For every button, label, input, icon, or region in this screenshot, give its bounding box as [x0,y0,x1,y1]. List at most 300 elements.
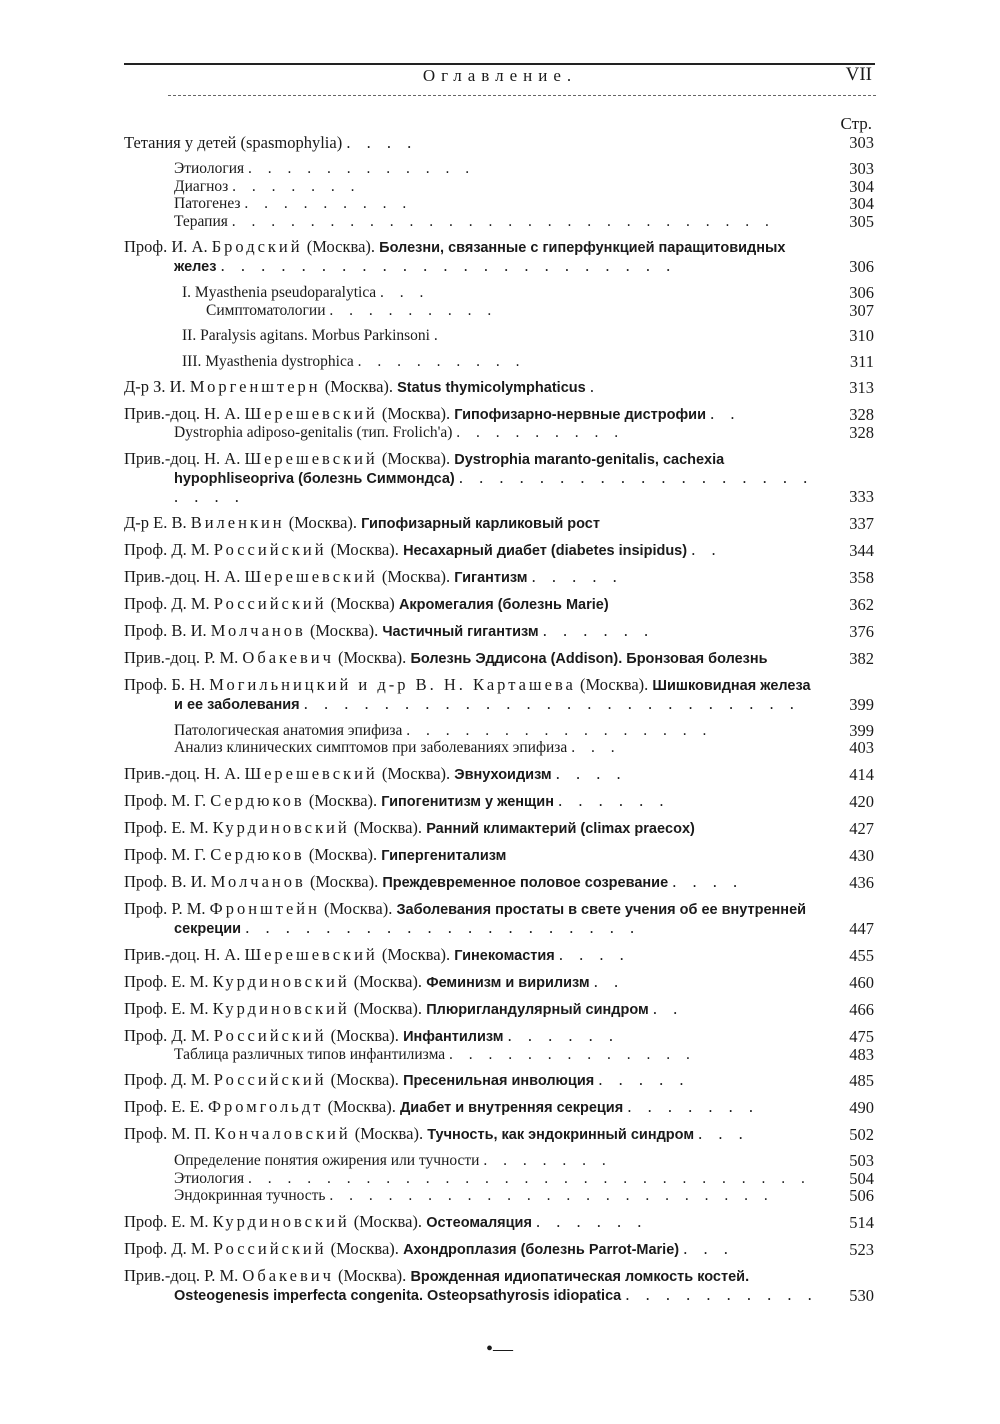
leader-dots: . . . . . . . . . . . . . . . . . . . . [245,917,641,937]
entry-title: Ахондроплазия (болезнь Parrot-Marie) [403,1241,680,1258]
page-number: 310 [849,326,874,345]
entry-title: Частичный гигантизм [382,623,539,640]
page-number: 503 [849,1151,874,1170]
leader-dots: . . . . . . [536,1211,648,1231]
entry-title: Тетания у детей (spasmophylia) [124,133,343,152]
author-prefix: Проф. Е. М. [124,1211,209,1231]
author-name: Шерешевский [244,944,378,964]
author-name: Фромгольдт [208,1097,324,1116]
toc-subentry [124,178,874,196]
leader-dots: . . . . [672,871,744,891]
entry-title: Этиология [174,160,245,177]
leader-dots: . . . . . . [542,620,655,640]
toc-entry [124,1213,874,1232]
entry-title: Таблица различных типов инфантилизма [174,1045,446,1063]
toc-entry [124,238,874,276]
author-prefix: Прив.-доц. Н. А. [124,944,241,964]
page-number: 436 [849,872,874,892]
leader-dots: . . . [683,1238,734,1258]
page-number: 475 [849,1026,874,1046]
entry-title: Врожденная идиопатическая ломкость костей. Osteogenesis imperfecta congenita. Osteopsathyrosis idiopatica [174,1268,750,1304]
author-prefix: Прив.-доц. Н. А. [124,404,241,423]
page-number: 490 [849,1098,874,1117]
page-number: 311 [849,351,874,371]
entry-title: Диабет и внутренняя секреция [399,1100,624,1116]
author-city: (Москва). [327,1097,396,1116]
toc-entry [124,595,874,614]
author-prefix: Проф. Р. М. [124,898,206,918]
author-city: (Москва). [579,674,649,694]
toc-entry [124,405,874,424]
toc-entry-text [124,595,874,614]
entry-title: Инфантилизм [403,1028,504,1045]
toc-subentry [124,722,874,740]
author-prefix: Проф. М. Г. [124,790,207,810]
author-city: (Москва). [308,844,378,864]
leader-dots: . . . . . . . . . . . . . . . . [406,721,713,739]
author-prefix: Проф. Е. Е. [124,1097,204,1116]
entry-title: Несахарный диабет (diabetes insipidus) [403,542,688,559]
toc-entry-text [124,178,874,196]
spacer [124,345,874,353]
leader-dots: . . . . . . [507,1025,619,1045]
author-prefix: Проф. Д. М. [124,1238,210,1258]
toc-entry [124,846,874,865]
author-city: (Москва). [354,1124,424,1143]
toc-entry-text [124,739,874,757]
toc-entry-text [124,195,874,213]
leader-dots: . . [652,998,684,1018]
page-number: 362 [849,594,874,614]
author-prefix: Прив.-доц. Н. А. [124,448,241,468]
page-number: 382 [849,648,874,668]
entry-title: Патологическая анатомия эпифиза [174,721,403,739]
entry-title: Ранний климактерий (climax praecox) [426,820,695,837]
page-number: 460 [849,972,874,992]
author-city: (Москва). [330,1025,399,1045]
top-rule [124,63,875,65]
toc-entry [124,765,874,784]
entry-title: Гипофизарный карликовый рост [361,515,600,532]
page-number: 466 [849,999,874,1019]
author-name: Шерешевский [244,404,378,423]
author-name: Российский [213,1238,327,1258]
entry-title: Заболевания простаты в свете учения об ее внутренней секреции [174,901,807,937]
toc-entry-text [124,1071,874,1090]
toc-subentry [124,739,874,757]
toc-entry [124,1000,874,1019]
author-prefix: Проф. Д. М. [124,1070,210,1089]
toc-entry-text [124,649,874,668]
entry-title: Шишковидная железа и ее заболевания [174,677,811,713]
page-number: 485 [849,1071,874,1090]
page-number: 502 [849,1125,874,1144]
entry-title: Симптоматологии [206,301,326,319]
author-name: Российский [213,539,327,559]
author-name: Шерешевский [244,566,378,586]
entry-title: II. Paralysis agitans. Morbus Parkinsoni [182,327,430,344]
entry-title: Патогенез [174,195,241,212]
leader-dots: . . [691,539,722,559]
page-number: 514 [849,1212,874,1232]
toc-subentry [124,327,874,345]
leader-dots: . . . . . . . . . [456,424,625,441]
author-name: Российский [213,1070,327,1089]
page-number: 523 [849,1239,874,1259]
author-city: (Москва). [288,512,358,532]
entry-title: Анализ клинических симптомов при заболеваниях эпифиза [174,739,568,756]
author-prefix: Проф. М. П. [124,1124,211,1143]
page-number: 306 [849,283,874,302]
toc-entry [124,873,874,892]
leader-dots: . . . . . . . . . . . . [248,160,476,177]
toc-entry-text [124,1240,874,1259]
page-number: 337 [849,513,874,533]
leader-dots: . . . . . . . . . [357,352,526,370]
entry-title: Этиология [174,1169,245,1187]
toc-entry [124,1098,874,1117]
entry-title: Плюригландулярный синдром [426,1001,649,1018]
entry-title: III. Myasthenia dystrophica [182,352,354,370]
author-prefix: Проф. М. Г. [124,844,207,864]
toc-subentry [124,195,874,213]
toc-entry-text [124,1125,874,1144]
author-prefix: Проф. Д. М. [124,593,210,613]
entry-title: Акромегалия (болезнь Marie) [398,596,609,613]
toc-entry [124,1125,874,1144]
page-column-label: Стр. [840,114,872,133]
toc-entry-text [124,238,874,276]
author-name: Бродский [211,237,303,256]
leader-dots: . . . [380,284,430,301]
author-prefix: Д-р З. И. [124,377,186,396]
leader-dots: . . . . . . . . . . [625,1284,818,1304]
author-name: Моргенштерн [189,377,321,396]
toc-entry-text [124,846,874,865]
toc-entry [124,676,874,714]
toc-entry [124,649,874,668]
leader-dots: . . . [698,1124,749,1143]
toc-entry-text [124,424,874,442]
toc-entry-text [124,302,874,320]
author-prefix: Прив.-доц. Р. М. [124,647,239,667]
author-city: (Москва). [353,998,423,1018]
leader-dots: . . . . . . . . . . . . . . . . . . . . . . . [220,256,677,275]
author-city: (Москва). [330,539,399,559]
entry-title: Эндокринная тучность [174,1187,326,1204]
toc-entry [124,1240,874,1259]
author-name: Курдиновский [212,817,350,837]
leader-dots: . . . [571,739,621,756]
toc-entry [124,946,874,965]
author-name: Виленкин [190,512,285,532]
author-city: (Москва). [306,237,376,256]
page-number: 358 [849,567,874,587]
author-city: (Москва). [381,404,451,423]
page-number: 376 [849,621,874,641]
toc-entry-text [124,946,874,965]
leader-dots: . . . . . . . [627,1097,759,1116]
leader-dots: . . . . [346,133,418,152]
leader-dots: . . . . . . . . . [329,301,498,319]
leader-dots: . . . . . [598,1070,690,1089]
toc-entry [124,792,874,811]
toc-entry-text [124,160,874,178]
toc-entry-text [124,873,874,892]
toc-entry [124,1071,874,1090]
page-number: 447 [849,918,874,938]
author-prefix: Проф. Д. М. [124,1025,210,1045]
header-page-number: VII [845,64,872,85]
toc-entry [124,819,874,838]
author-prefix: Проф. В. И. [124,620,207,640]
page-number: 304 [849,194,874,213]
author-name: Обакевич [242,1265,334,1285]
table-of-contents [124,134,874,1313]
page-number: 427 [849,818,874,838]
toc-entry-text [124,450,874,506]
entry-title: Гипофизарно-нервные дистрофии [454,407,706,423]
entry-title: Определение понятия ожирения или тучности [174,1152,480,1169]
author-city: (Москва). [381,566,451,586]
author-name: Курдиновский [212,998,350,1018]
author-name: Шерешевский [244,448,378,468]
page-number: 506 [849,1186,874,1205]
toc-entry [124,541,874,560]
toc-entry-text [124,792,874,811]
toc-entry [124,973,874,992]
author-name: Обакевич [242,647,334,667]
entry-title: Преждевременное половое созревание [382,874,669,891]
toc-entry [124,622,874,641]
leader-dots: . . [593,971,625,991]
page-number: 333 [849,486,874,506]
footer-mark: •— [486,1338,514,1360]
toc-entry-text [124,1213,874,1232]
toc-subentry [124,302,874,320]
entry-title: Болезнь Эддисона (Addison). Бронзовая болезнь [410,650,768,667]
page-number: 305 [849,211,874,231]
entry-title: I. Myasthenia pseudoparalytica [182,284,377,301]
page-number: 455 [849,945,874,965]
leader-dots: . . . . . . . . . . . . . . . . . . . . . . [174,467,814,506]
leader-dots: . . . . . . [558,790,670,810]
toc-entry [124,514,874,533]
author-name: Фронштейн [209,898,320,918]
toc-entry-text [124,134,874,152]
entry-title: Пресенильная инволюция [403,1073,595,1089]
toc-entry-text [124,1027,874,1046]
toc-entry-text [124,1267,874,1305]
author-city: (Москва). [353,817,423,837]
toc-entry-text [124,1152,874,1170]
toc-subentry [124,1152,874,1170]
page-number: 328 [849,423,874,442]
author-city: (Москва). [330,1070,399,1089]
toc-entry-text [124,541,874,560]
toc-subentry [124,1170,874,1188]
leader-dots: . [589,377,600,396]
page-number: 303 [849,133,874,152]
page-number: 399 [849,694,874,714]
leader-dots: . . . . . . . [232,177,361,195]
leader-dots: . . . . [555,763,627,783]
toc-entry-text [124,1170,874,1188]
entry-title: Гипогенитизм у женщин [381,793,554,810]
author-city: (Москва). [330,1238,399,1258]
author-name: Сердюков [210,790,305,810]
leader-dots: . . . . . . . . . [244,195,413,212]
toc-entry [124,1267,874,1305]
toc-entry [124,568,874,587]
entry-title: Dystrophia maranto-genitalis, cachexia hypophliseopriva (болезнь Симмондса) [174,451,725,487]
author-prefix: Проф. Е. М. [124,971,209,991]
page-number: 306 [849,257,874,276]
entry-title: Гипергенитализм [381,847,507,864]
leader-dots: . . . . . . . . . . . . . . . . . . . . . . . [329,1187,774,1204]
author-city: (Москва) [330,593,395,613]
toc-subentry [124,284,874,302]
author-city: (Москва). [381,944,451,964]
toc-entry-text [124,568,874,587]
spacer [124,319,874,327]
toc-entry-text [124,284,874,302]
toc-entry [124,378,874,397]
toc-subentry [124,1046,874,1064]
toc-entry-text [124,819,874,838]
leader-dots: . . . . . . . [483,1152,612,1169]
toc-entry-text [124,405,874,424]
leader-dots: . [433,327,444,344]
author-city: (Москва). [353,1211,423,1231]
author-prefix: Прив.-доц. Н. А. [124,763,241,783]
entry-title: Остеомаляция [426,1214,532,1231]
toc-entry-text [124,353,874,371]
entry-title: Эвнухоидизм [454,766,552,783]
leader-dots: . . . . . [531,566,623,586]
author-name: Российский [213,1025,327,1045]
author-city: (Москва). [338,1265,407,1285]
author-city: (Москва). [353,971,423,991]
author-prefix: Проф. Б. Н. [124,674,206,694]
author-city: (Москва). [309,871,379,891]
page-number: 313 [849,378,874,397]
leader-dots: . . . . . . . . . . . . . . . . . . . . . . . . . . . . [231,212,775,230]
page-number: 303 [849,159,874,178]
toc-subentry [124,160,874,178]
author-name: Могильницкий и д-р В. Н. Карташева [209,674,576,694]
toc-entry-text [124,1046,874,1064]
author-prefix: Проф. И. А. [124,237,208,256]
toc-entry-text [124,676,874,714]
author-city: (Москва). [308,790,378,810]
entry-title: Тучность, как эндокринный синдром [427,1127,695,1143]
author-name: Российский [213,593,327,613]
toc-entry-text [124,1098,874,1117]
page-number: 328 [849,405,874,424]
entry-title: Гинекомастия [454,947,555,964]
author-prefix: Проф. В. И. [124,871,207,891]
author-name: Курдиновский [212,1211,350,1231]
author-name: Курдиновский [212,971,350,991]
page-number: 403 [849,738,874,757]
page-number: 307 [849,300,874,320]
toc-subentry [124,424,874,442]
page-number: 304 [849,176,874,196]
toc-entry-text [124,514,874,533]
toc-entry-text [124,622,874,641]
entry-title: Диагноз [174,177,229,195]
page-number: 420 [849,791,874,811]
entry-title: Феминизм и вирилизм [426,974,590,991]
leader-dots: . . . . . . . . . . . . . . . . . . . . . . . . . [303,693,800,713]
toc-entry [124,450,874,506]
entry-title: Dystrophia adiposo-genitalis (тип. Frolich'a) [174,424,453,441]
toc-subentry [124,1187,874,1205]
page-number: 344 [849,540,874,560]
toc-entry-text [124,765,874,784]
entry-title: Status thymicolymphaticus [397,380,586,396]
toc-entry-text [124,1000,874,1019]
toc-entry [124,1027,874,1046]
author-city: (Москва). [338,647,407,667]
toc-entry-text [124,213,874,231]
header-underline [168,95,876,96]
author-city: (Москва). [381,763,451,783]
author-prefix: Проф. Д. М. [124,539,210,559]
page-number: 530 [849,1285,874,1305]
author-prefix: Проф. Е. М. [124,998,209,1018]
author-name: Молчанов [210,620,306,640]
toc-entry-text [124,1187,874,1205]
author-city: (Москва). [324,377,394,396]
author-city: (Москва). [324,898,393,918]
author-name: Сердюков [210,844,305,864]
leader-dots: . . . . . . . . . . . . . . . . . . . . . . . . . . . . . [248,1169,811,1187]
leader-dots: . . . . [558,944,630,964]
author-prefix: Прив.-доц. Н. А. [124,566,241,586]
page-number: 399 [849,720,874,740]
entry-title: Терапия [174,212,228,230]
toc-entry [124,134,874,152]
author-prefix: Проф. Е. М. [124,817,209,837]
toc-entry [124,900,874,938]
toc-entry-text [124,900,874,938]
header-title: Оглавление. [422,66,578,85]
toc-entry-text [124,722,874,740]
page-number: 430 [849,845,874,865]
leader-dots: . . . . . . . . . . . . . [449,1045,696,1063]
toc-entry-text [124,327,874,345]
author-city: (Москва). [381,448,451,468]
leader-dots: . . [710,404,741,423]
author-name: Шерешевский [244,763,378,783]
toc-subentry [124,353,874,371]
page-number: 504 [849,1168,874,1188]
entry-title: Болезни, связанные с гиперфункцией паращитовидных желез [174,240,786,275]
toc-entry-text [124,973,874,992]
page-number: 483 [849,1044,874,1064]
author-city: (Москва). [309,620,379,640]
toc-subentry [124,213,874,231]
toc-entry-text [124,378,874,397]
page-number: 414 [849,764,874,784]
entry-title: Гигантизм [454,569,528,586]
author-prefix: Д-р Е. В. [124,512,187,532]
author-name: Кончаловский [214,1124,351,1143]
author-prefix: Прив.-доц. Р. М. [124,1265,239,1285]
author-name: Молчанов [210,871,306,891]
